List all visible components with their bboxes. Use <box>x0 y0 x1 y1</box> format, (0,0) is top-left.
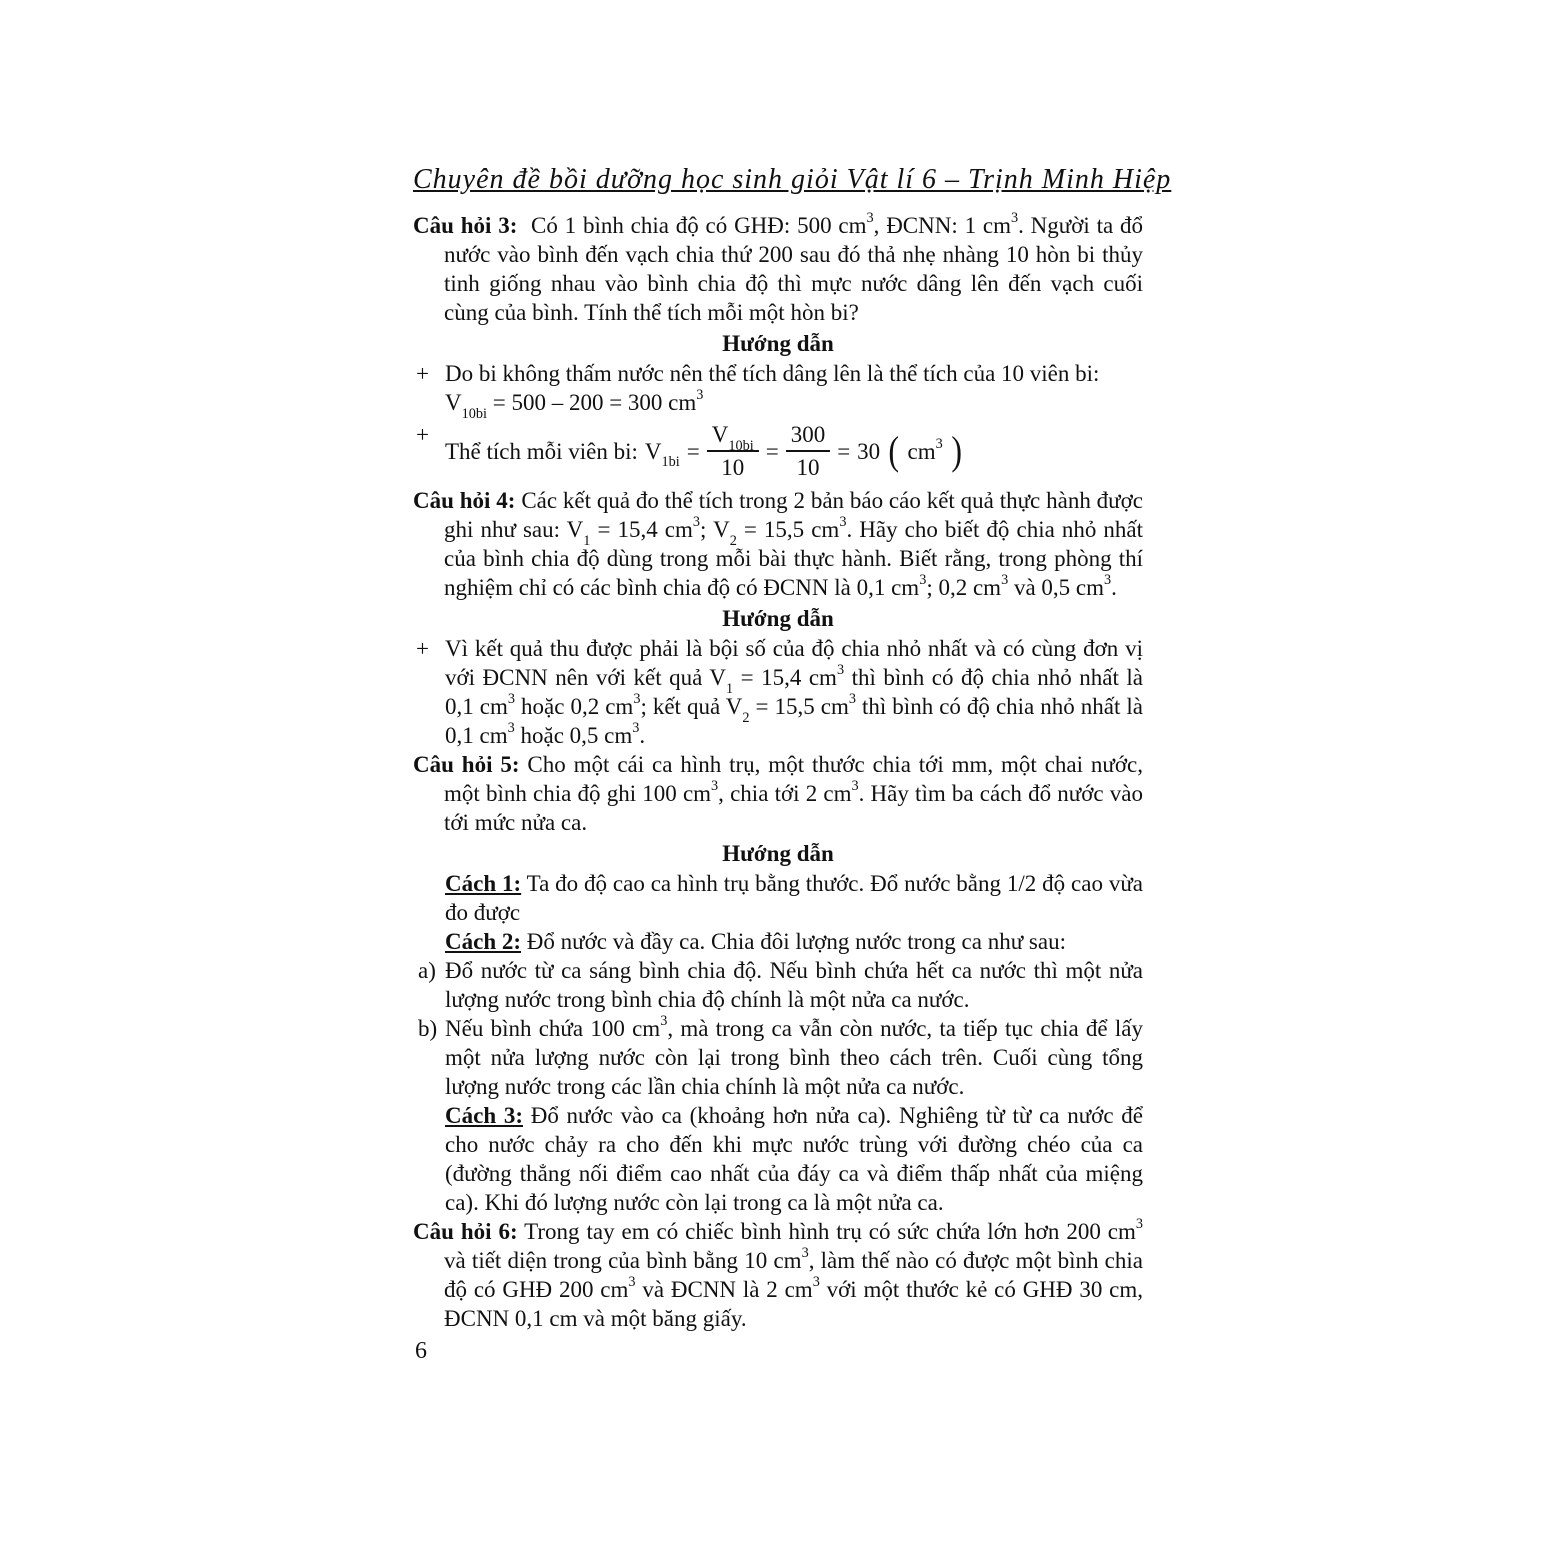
guide-heading-q5: Hướng dẫn <box>722 841 834 866</box>
question-3-text: Có 1 bình chia độ có GHĐ: 500 $cm^3$, ĐCNN: 1 $cm^3$. Người ta đổ nước vào bình đến vạch chia thứ 200 sau đó thả nhẹ nhàng 10 hòn bi thủy tinh giống nhau vào bình chia độ thì mực nước dâng lên đến vạch cuối cùng của bình. Tính thể tích mỗi một hòn bi? <box>444 210 1144 325</box>
method-2-label: Cách 2: <box>445 929 522 954</box>
equals-sign: = <box>765 438 779 464</box>
question-4 <box>413 486 1143 602</box>
close-paren: ) <box>951 428 962 473</box>
plus-marker: + <box>416 361 429 386</box>
question-6-label: Câu hỏi 6: <box>413 1219 518 1244</box>
formula-intro: Thể tích mỗi viên bi: <box>445 438 638 464</box>
fraction-numerator: $V_{10bi}$ <box>707 420 759 452</box>
equals-sign: = <box>686 438 700 464</box>
item-a-marker: a) <box>418 958 436 983</box>
fraction-300-over-10 <box>786 420 831 482</box>
method-3-text: Đổ nước vào ca (khoảng hơn nửa ca). Nghiêng từ từ ca nước để cho nước chảy ra cho đến khi mực nước trùng với đường chéo của ca (đường thẳng nối điểm cao nhất của đáy ca và điểm thấp nhất của miệng ca). Khi đó lượng nước còn lại trong ca là một nửa ca. <box>445 1103 1143 1215</box>
guide-heading-q4: Hướng dẫn <box>722 606 834 631</box>
question-5-text: Cho một cái ca hình trụ, một thước chia tới mm, một chai nước, một bình chia độ ghi 100 $cm^3$, chia tới 2 $cm^3$. Hãy tìm ba cách đổ nước vào tới mức nửa ca. <box>444 752 1143 835</box>
hd4-bullet-1 <box>413 634 1143 750</box>
method-3-label: Cách 3: <box>445 1103 523 1128</box>
fraction-numerator: 300 <box>786 420 831 452</box>
question-4-text: Các kết quả đo thể tích trong 2 bản báo cáo kết quả thực hành được ghi như sau: $V_1 = 15,4$ $cm^3$; $V_2 = 15,5$ $cm^3$. Hãy cho biết độ chia nhỏ nhất của bình chia độ dùng trong mỗi bài thực hành. Biết rằng, trong phòng thí nghiệm chỉ có các bình chia độ có ĐCNN là 0,1 $cm^3$; 0,2 $cm^3$ và 0,5 $cm^3$. <box>444 488 1144 600</box>
question-6 <box>413 1217 1143 1333</box>
running-header: Chuyên đề bồi dưỡng học sinh giỏi Vật lí 6 – Trịnh Minh Hiệp <box>413 164 1172 195</box>
formula-lhs: $V_{1bi}$ <box>644 438 680 471</box>
question-5 <box>413 750 1143 837</box>
plus-marker: + <box>416 636 429 661</box>
hd3-bullet-2 <box>413 420 1143 482</box>
question-3-label: Câu hỏi 3: <box>413 213 518 238</box>
page-number: 6 <box>415 1338 427 1364</box>
question-3 <box>413 211 1143 327</box>
method-1-text: Ta đo độ cao ca hình trụ bằng thước. Đổ nước bằng 1/2 độ cao vừa đo được <box>445 871 1143 925</box>
method-2-item-b <box>413 1014 1143 1101</box>
hd3-bullet-1 <box>413 359 1143 388</box>
fraction-denominator: 10 <box>721 455 745 480</box>
question-6-text: Trong tay em có chiếc bình hình trụ có sức chứa lớn hơn 200 $cm^3$ và tiết diện trong của bình bằng 10 $cm^3$, làm thế nào có được một bình chia độ có GHĐ 200 $cm^3$ và ĐCNN là 2 $cm^3$ với một thước kẻ có GHĐ 30 cm, ĐCNN 0,1 cm và một băng giấy. <box>444 1216 1144 1331</box>
formula-v10bi: $V_{10bi} = 500 - 200 = 300$ $cm^3$ <box>445 387 704 422</box>
equals-sign: = <box>837 438 851 464</box>
open-paren: ( <box>888 428 900 473</box>
fraction-v10bi-over-10 <box>707 420 759 482</box>
plus-marker: + <box>416 422 429 447</box>
method-1 <box>413 869 1143 927</box>
formula-v1bi <box>445 420 963 482</box>
fraction-denominator: 10 <box>796 455 820 480</box>
method-2-item-b-text: Nếu bình chứa 100 $cm^3$, mà trong ca vẫn còn nước, ta tiếp tục chia để lấy một nửa lượng nước còn lại trong bình theo cách trên. Cuối cùng tổng lượng nước trong các lần chia chính là một nửa ca nước. <box>445 1013 1143 1099</box>
item-b-marker: b) <box>418 1016 438 1041</box>
question-4-label: Câu hỏi 4: <box>413 488 516 513</box>
guide-heading-q3: Hướng dẫn <box>722 331 834 356</box>
hd3-bullet-1-text: Do bi không thấm nước nên thể tích dâng lên là thể tích của 10 viên bi: <box>445 361 1100 386</box>
hd4-bullet-1-text: Vì kết quả thu được phải là bội số của độ chia nhỏ nhất và có cùng đơn vị với ĐCNN nên với kết quả $V_1 = 15,4$ $cm^3$ thì bình có độ chia nhỏ nhất là 0,1 $cm^3$ hoặc 0,2 $cm^3$; kết quả $V_2 = 15,5$ $cm^3$ thì bình có độ chia nhỏ nhất là 0,1 $cm^3$ hoặc 0,5 $cm^3$. <box>445 636 1143 748</box>
method-2 <box>413 927 1143 956</box>
method-2-item-a-text: Đổ nước từ ca sáng bình chia độ. Nếu bình chứa hết ca nước thì một nửa lượng nước trong bình chia độ chính là một nửa ca nước. <box>445 958 1143 1012</box>
method-2-item-a <box>413 956 1143 1014</box>
question-5-label: Câu hỏi 5: <box>413 752 520 777</box>
method-3 <box>413 1101 1143 1217</box>
method-2-text: Đổ nước và đầy ca. Chia đôi lượng nước trong ca như sau: <box>526 929 1066 954</box>
method-1-label: Cách 1: <box>445 871 522 896</box>
formula-unit: $cm^3$ <box>907 435 943 464</box>
formula-result: 30 <box>857 438 881 464</box>
content-column <box>413 163 1172 1333</box>
